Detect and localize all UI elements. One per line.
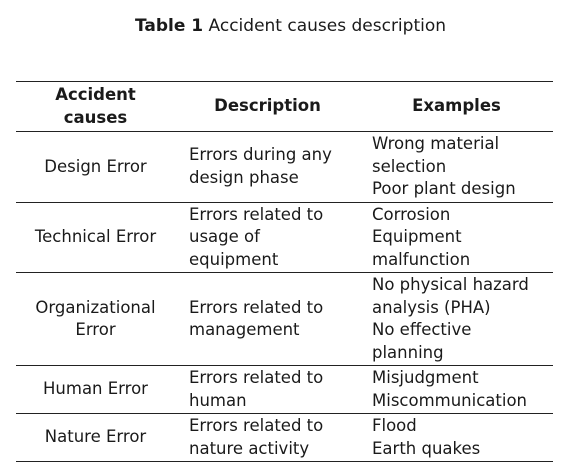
caption-title: Accident causes description (208, 16, 447, 36)
description-text: Errors related to management (189, 297, 324, 339)
examples-cell (360, 273, 553, 366)
header-accident-causes (16, 82, 175, 132)
description-cell (175, 414, 360, 462)
description-text: Errors during any design phase (189, 145, 332, 187)
example-item: Poor plant design (372, 179, 516, 198)
example-item: Flood (372, 416, 417, 435)
cause-cell: Nature Error (44, 427, 147, 447)
table-row (16, 132, 553, 203)
cause-cell: Organizational Error (35, 297, 156, 339)
cause-cell: Technical Error (34, 227, 157, 246)
description-text: Errors related to nature activity (189, 416, 324, 458)
example-item: Miscommunication (372, 390, 528, 410)
description-text: Errors related to usage of equipment (189, 204, 324, 269)
description-cell (175, 202, 360, 273)
accident-causes-table (16, 81, 553, 462)
examples-cell (360, 202, 553, 273)
header-examples: Examples (412, 96, 501, 116)
accident-causes-table-wrap (16, 81, 553, 462)
examples-cell (360, 132, 553, 203)
example-item: No physical hazard analysis (PHA) (372, 275, 529, 317)
description-text: Errors related to human (189, 368, 324, 410)
example-item: Wrong material selection (372, 134, 500, 176)
table-row (16, 202, 553, 273)
header-description: Description (214, 96, 321, 116)
examples-cell (360, 366, 553, 414)
table-row (16, 366, 553, 414)
header-accident-causes-label: Accident causes (55, 85, 136, 127)
cause-cell: Design Error (44, 156, 147, 176)
cause-cell: Human Error (43, 379, 148, 399)
description-cell (175, 273, 360, 366)
caption-label: Table 1 (134, 16, 204, 36)
header-row (16, 82, 553, 132)
example-item: Earth quakes (372, 438, 481, 458)
description-cell (175, 132, 360, 203)
table-row (16, 414, 553, 462)
example-item: Equipment malfunction (372, 227, 471, 269)
example-item: Corrosion (372, 204, 451, 224)
table-row (16, 273, 553, 366)
description-cell (175, 366, 360, 414)
example-item: Misjudgment (372, 368, 479, 387)
examples-cell (360, 414, 553, 462)
example-item: No effective planning (372, 320, 472, 362)
table-caption (0, 14, 581, 38)
